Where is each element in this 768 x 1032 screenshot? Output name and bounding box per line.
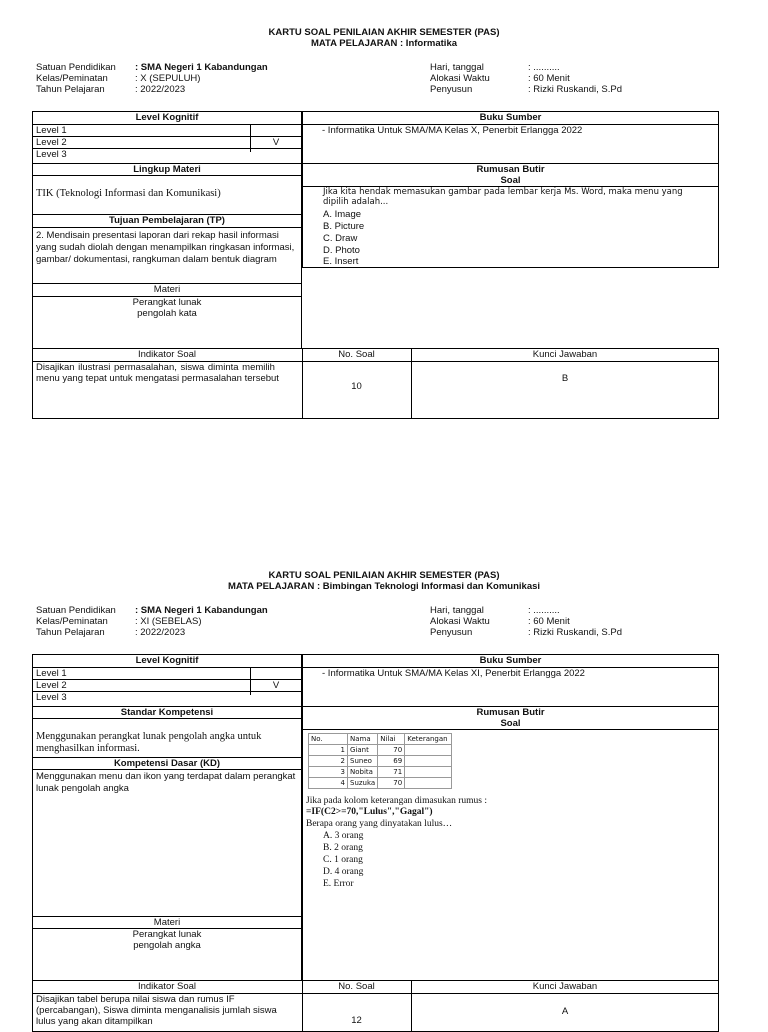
card2-materi-line-2: pengolah angka [133, 940, 201, 951]
card2-option-d: D. 4 orang [323, 867, 364, 877]
card1-tp-line-3: gambar/ dokumentasi, rangkuman dalam bentuk diagram [36, 254, 277, 265]
card1-level-check: V [272, 137, 280, 148]
card2-level-heading: Level Kognitif [135, 655, 199, 666]
card2-right-values: : .......... : 60 Menit : Rizki Ruskandi, S.Pd [528, 605, 622, 638]
card1-question-line-2: dipilih adalah... [323, 197, 389, 207]
card2-option-a: A. 3 orang [323, 831, 364, 841]
card1-lingkup-text: TIK (Teknologi Informasi dan Komunikasi) [36, 188, 221, 199]
card2-title: KARTU SOAL PENILAIAN AKHIR SEMESTER (PAS) [268, 570, 500, 581]
card1-tp-line-2: yang sudah diolah dengan menampilkan ringkasan informasi, [36, 242, 295, 253]
table-header-row: No. Nama Nilai Keterangan [309, 734, 452, 745]
card1-option-d: D. Photo [323, 245, 360, 256]
card1-kunci-value: B [561, 373, 569, 384]
card1-level-heading: Level Kognitif [135, 112, 199, 123]
card2-materi-heading: Materi [153, 917, 181, 928]
card1-kunci-heading: Kunci Jawaban [532, 349, 598, 360]
card1-level-2: Level 2 [36, 137, 67, 148]
card2-buku-item: - Informatika Untuk SMA/MA Kelas XI, Penerbit Erlangga 2022 [322, 668, 585, 679]
card1-level-3: Level 3 [36, 149, 67, 160]
card2-indikator-line-3: lulus yang akan ditampilkan [36, 1016, 153, 1027]
table-row: 1 Giant 70 [309, 745, 452, 756]
card2-subject: MATA PELAJARAN : Bimbingan Teknologi Informasi dan Komunikasi [227, 581, 541, 592]
card2-level-3: Level 3 [36, 692, 67, 703]
card1-indikator-line-1: Disajikan ilustrasi permasalahan, siswa diminta memilih [36, 362, 275, 373]
card1-subject: MATA PELAJARAN : Informatika [310, 38, 458, 49]
card2-indikator-heading: Indikator Soal [137, 981, 197, 992]
card1-buku-heading: Buku Sumber [479, 112, 542, 123]
table-row: 2 Suneo 69 [309, 756, 452, 767]
card1-indikator-line-2: menu yang tepat untuk mengatasi permasalahan tersebut [36, 373, 279, 384]
card2-indikator-line-1: Disajikan tabel berupa nilai siswa dan rumus IF [36, 994, 235, 1005]
table-row: 4 Suzuka 70 [309, 778, 452, 789]
card2-kd-line-1: Menggunakan menu dan ikon yang terdapat dalam perangkat [36, 771, 296, 782]
card1-materi-line-2: pengolah kata [137, 308, 197, 319]
card2-level-check: V [272, 680, 280, 691]
card2-level-2: Level 2 [36, 680, 67, 691]
card2-nilai-table [308, 733, 452, 789]
card2-sk-line-1: Menggunakan perangkat lunak pengolah angka untuk [36, 731, 262, 742]
card1-no-value: 10 [351, 381, 362, 392]
table-row: 3 Nobita 71 [309, 767, 452, 778]
card2-question-line-2: Berapa orang yang dinyatakan lulus… [306, 819, 453, 829]
card2-sk-line-2: menghasilkan informasi. [36, 743, 140, 754]
card1-right-labels: Hari, tanggal Alokasi Waktu Penyusun [430, 62, 490, 95]
card2-option-c: C. 1 orang [323, 855, 363, 865]
card1-indikator-heading: Indikator Soal [137, 349, 197, 360]
card2-kunci-heading: Kunci Jawaban [532, 981, 598, 992]
card1-tp-line-1: 2. Mendisain presentasi laporan dari rekap hasil informasi [36, 230, 279, 241]
card1-nosoal-heading: No. Soal [338, 349, 375, 360]
card2-no-value: 12 [351, 1015, 362, 1026]
card2-kd-heading: Kompetensi Dasar (KD) [113, 758, 221, 769]
card1-tp-heading: Tujuan Pembelajaran (TP) [109, 215, 225, 226]
card1-level-1: Level 1 [36, 125, 67, 136]
card2-kunci-value: A [561, 1006, 569, 1017]
card2-buku-heading: Buku Sumber [479, 655, 542, 666]
card2-materi-line-1: Perangkat lunak [132, 929, 202, 940]
card1-option-e: E. Insert [323, 256, 359, 267]
card2-level-1: Level 1 [36, 668, 67, 679]
card2-indikator-line-2: (percabangan), Siswa diminta menganalisis jumlah siswa [36, 1005, 277, 1016]
card2-soal-heading: Soal [500, 718, 521, 729]
card1-title: KARTU SOAL PENILAIAN AKHIR SEMESTER (PAS) [268, 27, 500, 38]
card1-soal-heading: Soal [500, 175, 521, 186]
card2-left-values: : SMA Negeri 1 Kabandungan : XI (SEBELAS) : 2022/2023 [135, 605, 268, 638]
card1-question-line-1: Jika kita hendak memasukan gambar pada lembar kerja Ms. Word, maka menu yang [323, 187, 683, 197]
card2-left-labels: Satuan Pendidikan Kelas/Peminatan Tahun Pelajaran [36, 605, 116, 638]
card1-lingkup-heading: Lingkup Materi [133, 164, 201, 175]
card2-option-e: E. Error [323, 879, 354, 889]
card1-option-a: A. Image [323, 209, 362, 220]
card2-question-line-1: Jika pada kolom keterangan dimasukan rumus : [306, 796, 487, 806]
card1-materi-heading: Materi [153, 284, 181, 295]
card1-left-values: : SMA Negeri 1 Kabandungan : X (SEPULUH) : 2022/2023 [135, 62, 268, 95]
card1-materi-line-1: Perangkat lunak [132, 297, 202, 308]
card1-left-labels: Satuan Pendidikan Kelas/Peminatan Tahun Pelajaran [36, 62, 116, 95]
card2-formula: =IF(C2>=70,"Lulus","Gagal") [306, 807, 433, 817]
card2-option-b: B. 2 orang [323, 843, 363, 853]
card1-right-values: : .......... : 60 Menit : Rizki Ruskandi, S.Pd [528, 62, 622, 95]
card2-rumusan-heading: Rumusan Butir [476, 707, 545, 718]
card1-option-b: B. Picture [323, 221, 365, 232]
card2-nosoal-heading: No. Soal [338, 981, 375, 992]
card2-sk-heading: Standar Kompetensi [120, 707, 214, 718]
card2-kd-line-2: lunak pengolah angka [36, 783, 129, 794]
card1-buku-item: - Informatika Untuk SMA/MA Kelas X, Penerbit Erlangga 2022 [322, 125, 583, 136]
card1-rumusan-heading: Rumusan Butir [476, 164, 545, 175]
card2-right-labels: Hari, tanggal Alokasi Waktu Penyusun [430, 605, 490, 638]
card1-option-c: C. Draw [323, 233, 358, 244]
